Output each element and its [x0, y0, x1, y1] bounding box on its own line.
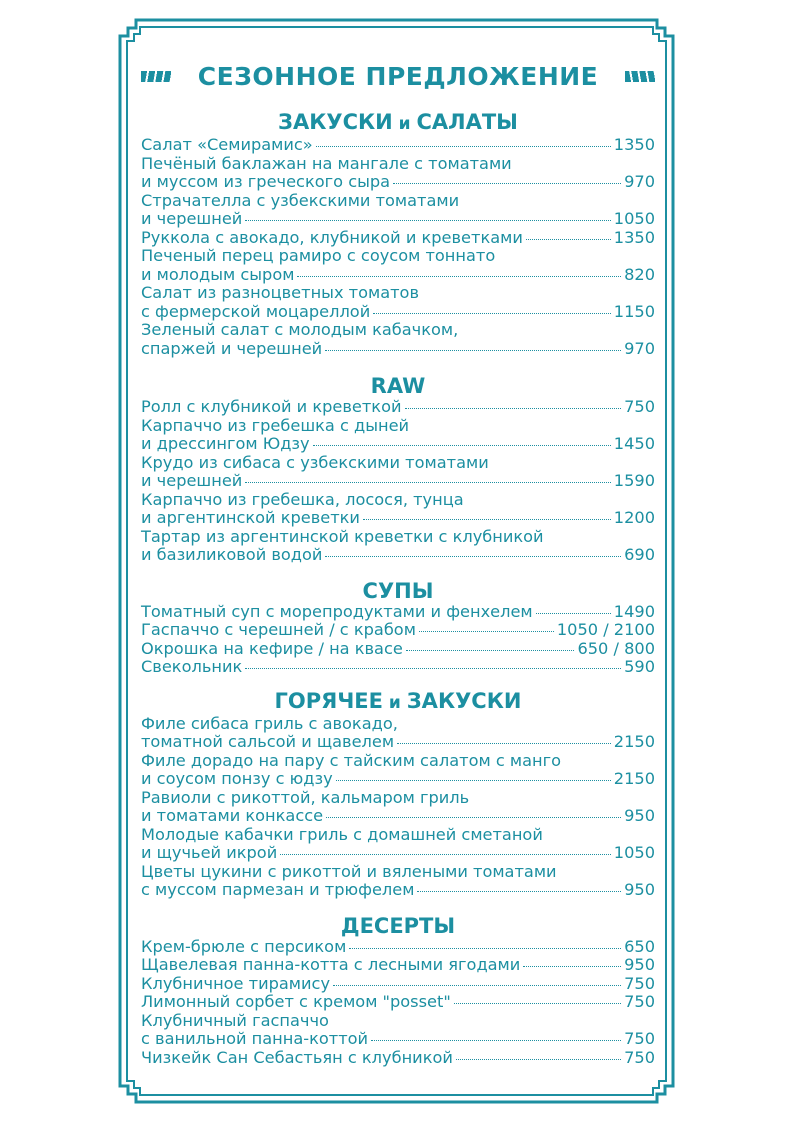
menu-item [141, 993, 655, 1012]
menu-section [141, 914, 655, 1068]
dot-leader [419, 631, 554, 632]
menu-item-price: 1200 [613, 508, 655, 527]
section-title-conjunction: и [392, 114, 417, 134]
menu-item-name: Печёный баклажан на мангале с томатами [141, 153, 512, 173]
menu-sections [141, 110, 655, 1067]
menu-item-name: и соусом понзу с юдзу [141, 769, 333, 788]
menu-item-price: 1590 [613, 471, 655, 490]
menu-item-line [141, 398, 655, 417]
menu-item-name: и щучьей икрой [141, 843, 278, 862]
section-title-main: ДЕСЕРТЫ [340, 913, 456, 938]
menu-item [141, 789, 655, 826]
menu-item-name: Ролл с клубникой и креветкой [141, 397, 402, 416]
menu-item-price: 1350 [613, 135, 655, 154]
dot-leader [245, 668, 621, 669]
menu-item-name: и муссом из греческого сыра [141, 172, 391, 191]
menu-item-price: 950 [624, 955, 655, 974]
menu-item [141, 621, 655, 640]
dot-leader [373, 313, 611, 314]
menu-item-price: 1050 / 2100 [556, 620, 655, 639]
dot-leader [454, 1003, 621, 1004]
section-title [141, 374, 655, 398]
menu-item-name: Томатный суп с морепродуктами и фенхелем [141, 601, 533, 621]
section-title [141, 579, 655, 603]
menu-content [141, 58, 655, 1067]
menu-item-price: 970 [624, 338, 655, 358]
dot-leader [417, 891, 621, 892]
dot-leader [523, 966, 621, 967]
menu-item-price: 650 [624, 936, 655, 956]
title-ornament-left [141, 71, 171, 82]
menu-item [141, 491, 655, 528]
menu-item-line [141, 770, 655, 789]
menu-item-line [141, 621, 655, 640]
menu-item-name: с фермерской моцареллой [141, 301, 371, 321]
dot-leader [325, 556, 621, 557]
menu-item-price: 950 [624, 880, 655, 899]
menu-item-line [141, 603, 655, 622]
menu-item-name: с муссом пармезан и трюфелем [141, 880, 415, 899]
menu-item-name: Равиоли с рикоттой, кальмаром гриль [141, 787, 470, 807]
menu-item-line [141, 546, 655, 565]
dot-leader [397, 743, 611, 744]
menu-item [141, 192, 655, 229]
menu-item-price: 750 [624, 1029, 655, 1048]
menu-item-name: Окрошка на кефире / на квасе [141, 638, 403, 658]
menu-item [141, 528, 655, 565]
menu-item-line [141, 435, 655, 454]
dot-leader [526, 239, 611, 240]
dot-leader [393, 183, 621, 184]
dot-leader [406, 650, 575, 651]
menu-item-line [141, 807, 655, 826]
menu-item-name: Салат из разноцветных томатов [141, 283, 420, 302]
dot-leader [245, 220, 610, 221]
menu-item [141, 752, 655, 789]
menu-item [141, 938, 655, 957]
dot-leader [536, 613, 611, 614]
dot-leader [333, 985, 621, 986]
menu-item-price: 820 [624, 264, 655, 284]
dot-leader [245, 482, 610, 483]
menu-item-line [141, 173, 655, 192]
section-title-main: ЗАКУСКИ [278, 110, 393, 134]
section-title-main: СУПЫ [362, 578, 434, 603]
menu-item [141, 155, 655, 192]
dot-leader [297, 276, 621, 277]
menu-item-price: 950 [624, 806, 655, 825]
menu-item [141, 417, 655, 454]
menu-item [141, 603, 655, 622]
menu-item-name: и дрессингом Юдзу [141, 434, 310, 453]
dot-leader [316, 146, 611, 147]
menu-item-name: Тартар из аргентинской креветки с клубникой [141, 526, 544, 546]
menu-item [141, 956, 655, 975]
menu-item-price: 1150 [613, 301, 655, 321]
menu-item-line [141, 938, 655, 957]
menu-item [141, 454, 655, 491]
section-title-main: RAW [370, 374, 426, 398]
menu-item-price: 750 [624, 992, 655, 1011]
menu-item-line [141, 658, 655, 677]
menu-item-name: Гаспаччо с черешней / с крабом [141, 620, 416, 639]
menu-item [141, 247, 655, 284]
menu-item-name: Клубничный гаспаччо [141, 1010, 329, 1030]
title-ornament-right [625, 71, 655, 82]
menu-item [141, 640, 655, 659]
menu-item-name: и аргентинской креветки [141, 508, 360, 527]
section-title-second: САЛАТЫ [416, 110, 518, 134]
menu-item-price: 750 [624, 397, 655, 416]
menu-item-name: Лимонный сорбет с кремом "posset" [141, 992, 451, 1011]
menu-item-name: Щавелевая панна-котта с лесными ягодами [141, 955, 521, 974]
menu-item-line [141, 844, 655, 863]
menu-item-name: томатной сальсой и щавелем [141, 732, 395, 751]
menu-item-price: 2150 [613, 769, 655, 788]
menu-item-name: Филе сибаса гриль с авокадо, [141, 713, 398, 733]
menu-item-name: Руккола с авокадо, клубникой и креветками [141, 227, 523, 247]
menu-item-name: и базиликовой водой [141, 545, 323, 564]
menu-item-price: 650 / 800 [577, 638, 655, 658]
page-title-text: СЕЗОННОЕ ПРЕДЛОЖЕНИЕ [197, 61, 599, 91]
menu-item [141, 284, 655, 321]
menu-item [141, 321, 655, 358]
menu-item-line [141, 956, 655, 975]
section-title-second: ЗАКУСКИ [406, 688, 522, 713]
section-title [141, 110, 655, 136]
dot-leader [405, 408, 622, 409]
menu-item-name: спаржей и черешней [141, 338, 323, 358]
menu-item-line [141, 640, 655, 659]
menu-section [141, 374, 655, 565]
dot-leader [313, 445, 611, 446]
menu-section [141, 579, 655, 677]
menu-item [141, 1049, 655, 1068]
menu-item-line [141, 229, 655, 248]
menu-item-price: 590 [624, 657, 655, 676]
dot-leader [336, 780, 611, 781]
dot-leader [363, 519, 611, 520]
menu-item-name: Клубничное тирамису [141, 973, 331, 993]
menu-section [141, 689, 655, 900]
menu-item-name: и черешней [141, 209, 243, 228]
menu-item-name: Крудо из сибаса с узбекскими томатами [141, 452, 489, 472]
menu-item-line [141, 340, 655, 359]
menu-item-name: и молодым сыром [141, 264, 295, 284]
menu-item-name: Чизкейк Сан Себастьян с клубникой [141, 1047, 453, 1067]
menu-item-price: 1050 [613, 843, 655, 862]
menu-item-line [141, 303, 655, 322]
menu-item-line [141, 210, 655, 229]
menu-item-line [141, 1030, 655, 1049]
section-title-main: ГОРЯЧЕЕ [274, 688, 384, 713]
menu-item-name: Карпаччо из гребешка, лосося, тунца [141, 489, 464, 509]
menu-item-price: 1450 [613, 434, 655, 453]
menu-item-price: 1050 [613, 209, 655, 228]
menu-item-name: Крем-брюле с персиком [141, 936, 347, 956]
menu-item [141, 863, 655, 900]
dot-leader [325, 350, 621, 351]
dot-leader [326, 817, 621, 818]
menu-item-name: и томатами конкассе [141, 806, 324, 825]
dot-leader [280, 854, 611, 855]
menu-item-line [141, 509, 655, 528]
menu-item [141, 658, 655, 677]
menu-item-price: 750 [624, 1047, 655, 1067]
menu-item-name: Страчателла с узбекскими томатами [141, 190, 460, 210]
menu-item-name: Зеленый салат с молодым кабачком, [141, 320, 459, 339]
menu-section [141, 110, 655, 358]
page-title [141, 58, 655, 94]
menu-item-line [141, 881, 655, 900]
dot-leader [456, 1059, 621, 1060]
menu-item-price: 1350 [613, 227, 655, 247]
menu-item-line [141, 136, 655, 155]
menu-item-line [141, 1049, 655, 1068]
menu-item-name: с ванильной панна-коттой [141, 1029, 369, 1048]
dot-leader [371, 1040, 621, 1041]
menu-item-line [141, 733, 655, 752]
menu-item [141, 136, 655, 155]
menu-item-price: 970 [624, 172, 655, 191]
menu-item-name: Цветы цукини с рикоттой и вялеными томатами [141, 861, 557, 881]
menu-item-price: 750 [624, 973, 655, 993]
menu-item-line [141, 975, 655, 994]
menu-item [141, 975, 655, 994]
section-title-conjunction: и [383, 692, 407, 713]
menu-item-line [141, 472, 655, 491]
menu-item [141, 229, 655, 248]
menu-item [141, 826, 655, 863]
menu-item-name: Печеный перец рамиро с соусом тоннато [141, 246, 496, 265]
menu-item-line [141, 993, 655, 1012]
menu-item-name: Салат «Семирамис» [141, 135, 313, 154]
section-title [141, 914, 655, 938]
menu-item-name: Филе дорадо на пару с тайским салатом с манго [141, 750, 562, 770]
dot-leader [349, 948, 621, 949]
menu-item-price: 690 [624, 545, 655, 564]
menu-item-price: 1490 [613, 601, 655, 621]
menu-item [141, 1012, 655, 1049]
section-title [141, 689, 655, 715]
menu-item-price: 2150 [613, 732, 655, 751]
menu-item [141, 715, 655, 752]
menu-item-name: Свекольник [141, 657, 243, 676]
menu-item-name: Молодые кабачки гриль с домашней сметаной [141, 824, 543, 844]
menu-item-name: и черешней [141, 471, 243, 490]
menu-item-name: Карпаччо из гребешка с дыней [141, 415, 410, 435]
menu-item [141, 398, 655, 417]
menu-item-line [141, 266, 655, 285]
